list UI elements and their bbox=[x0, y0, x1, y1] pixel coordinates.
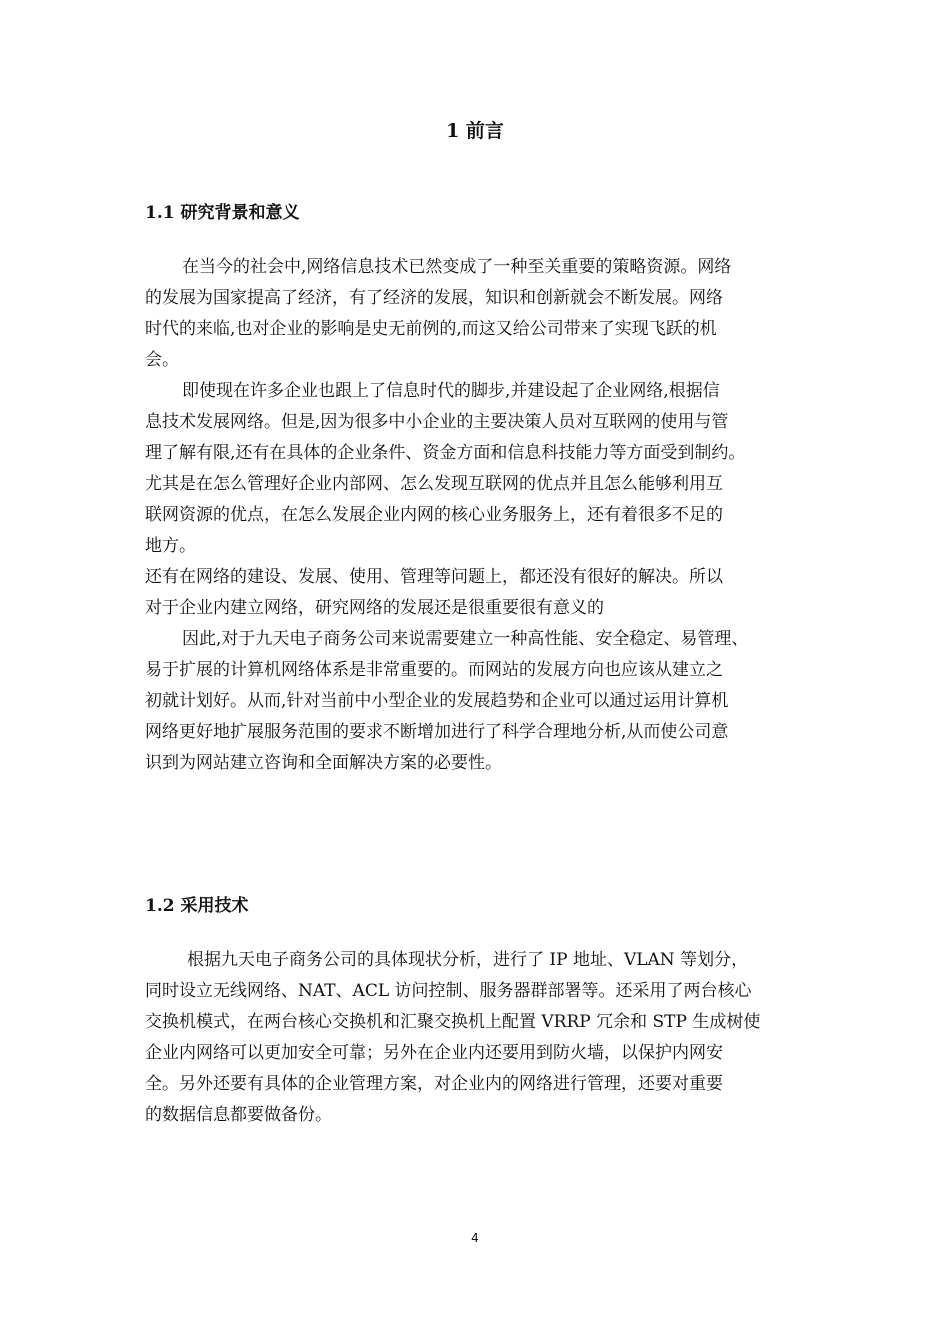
paragraph-line: 尤其是在怎么管理好企业内部网、怎么发现互联网的优点并且怎么能够利用互 bbox=[145, 474, 723, 494]
paragraph-line: 网络更好地扩展服务范围的要求不断增加进行了科学合理地分析,从而使公司意 bbox=[145, 722, 729, 742]
paragraph-line: 的数据信息都要做备份。 bbox=[145, 1105, 332, 1125]
page-number: 4 bbox=[471, 1231, 479, 1245]
section-heading-technology: 1.2 采用技术 bbox=[145, 896, 249, 916]
paragraph-line: 会。 bbox=[145, 350, 179, 370]
paragraph-line: 时代的来临,也对企业的影响是史无前例的,而这又给公司带来了实现飞跃的机 bbox=[145, 319, 717, 339]
paragraph-line: 因此,对于九天电子商务公司来说需要建立一种高性能、安全稳定、易管理、 bbox=[182, 629, 749, 649]
paragraph-line: 的发展为国家提高了经济，有了经济的发展，知识和创新就会不断发展。网络 bbox=[145, 288, 723, 308]
section-body-background bbox=[145, 252, 805, 779]
paragraph-line: 息技术发展网络。但是,因为很多中小企业的主要决策人员对互联网的使用与管 bbox=[145, 412, 729, 432]
section-heading-background: 1.1 研究背景和意义 bbox=[145, 203, 300, 223]
paragraph-line: 对于企业内建立网络，研究网络的发展还是很重要很有意义的 bbox=[145, 598, 604, 618]
chapter-title: 1 前言 bbox=[446, 120, 504, 142]
paragraph-line: 企业内网络可以更加安全可靠；另外在企业内还要用到防火墙，以保护内网安 bbox=[145, 1043, 723, 1063]
paragraph-line: 全。另外还要有具体的企业管理方案，对企业内的网络进行管理，还要对重要 bbox=[145, 1074, 723, 1094]
paragraph-line: 地方。 bbox=[145, 536, 196, 556]
section-body-technology bbox=[145, 945, 805, 1131]
paragraph-line: 在当今的社会中,网络信息技术已然变成了一种至关重要的策略资源。网络 bbox=[182, 257, 732, 277]
paragraph-line: 理了解有限,还有在具体的企业条件、资金方面和信息科技能力等方面受到制约。 bbox=[145, 443, 746, 463]
paragraph-line: 易于扩展的计算机网络体系是非常重要的。而网站的发展方向也应该从建立之 bbox=[145, 660, 723, 680]
paragraph-line: 交换机模式，在两台核心交换机和汇聚交换机上配置 VRRP 冗余和 STP 生成树使 bbox=[145, 1012, 761, 1032]
paragraph-line: 同时设立无线网络、NAT、ACL 访问控制、服务器群部署等。还采用了两台核心 bbox=[145, 981, 752, 1001]
paragraph-line: 识到为网站建立咨询和全面解决方案的必要性。 bbox=[145, 753, 502, 773]
paragraph-line: 联网资源的优点，在怎么发展企业内网的核心业务服务上，还有着很多不足的 bbox=[145, 505, 723, 525]
paragraph-line: 即使现在许多企业也跟上了信息时代的脚步,并建设起了企业网络,根据信 bbox=[182, 381, 720, 401]
paragraph-line: 还有在网络的建设、发展、使用、管理等问题上，都还没有很好的解决。所以 bbox=[145, 567, 723, 587]
paragraph-line: 根据九天电子商务公司的具体现状分析，进行了 IP 地址、VLAN 等划分， bbox=[187, 950, 749, 970]
paragraph-line: 初就计划好。从而,针对当前中小型企业的发展趋势和企业可以通过运用计算机 bbox=[145, 691, 729, 711]
